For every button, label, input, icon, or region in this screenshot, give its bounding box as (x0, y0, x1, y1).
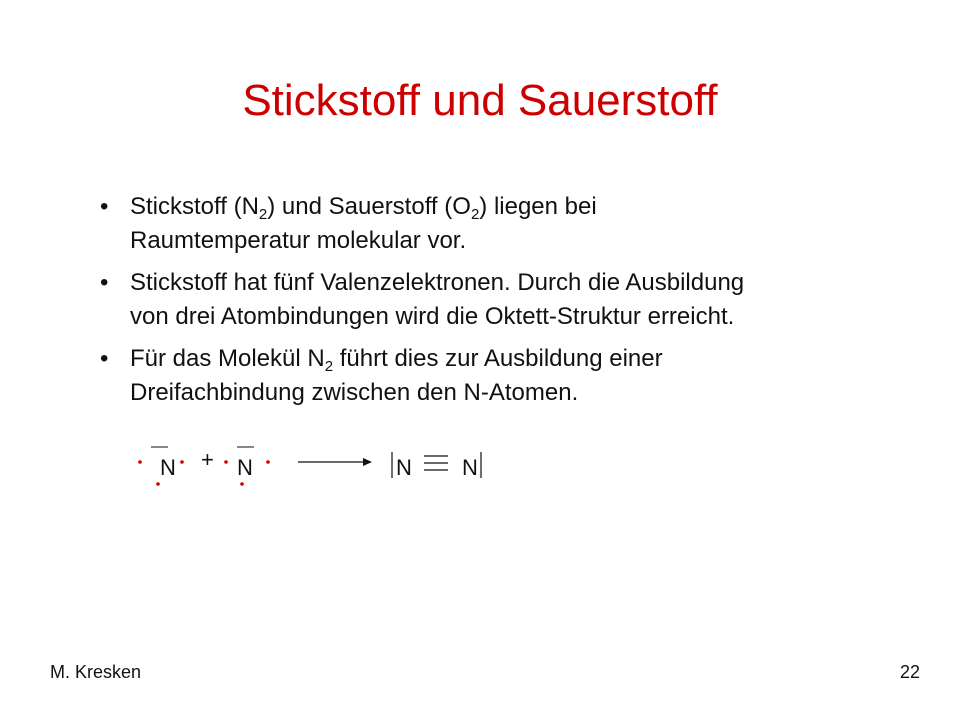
bullet-item (100, 190, 900, 258)
atom-symbol: N (160, 455, 176, 480)
text-segment: ) und Sauerstoff (O (267, 193, 471, 220)
electron-dot (224, 460, 228, 464)
bullet-line: von drei Atombindungen wird die Oktett-Struktur erreicht. (130, 303, 735, 330)
bullet-item (100, 342, 900, 410)
electron-dot (156, 482, 160, 486)
electron-dot (266, 460, 270, 464)
page-number: 22 (899, 662, 920, 682)
subscript: 2 (324, 358, 334, 375)
bullet-line: Dreifachbindung zwischen den N-Atomen. (130, 379, 579, 406)
slide-title: Stickstoff und Sauerstoff (242, 76, 718, 125)
bullet-line (130, 190, 900, 224)
bullet-list (100, 190, 900, 418)
bullet-item (100, 266, 900, 334)
nitrogen-atom-right (224, 447, 270, 486)
atom-symbol: N (237, 455, 253, 480)
electron-dot (138, 460, 142, 464)
text-segment: Für das Molekül N (130, 345, 325, 372)
text-segment: führt dies zur Ausbildung einer (333, 345, 663, 372)
bullet-line (130, 342, 900, 376)
atom-symbol: N (396, 455, 412, 480)
bullet-icon: • (100, 269, 109, 296)
subscript: 2 (470, 206, 480, 223)
electron-dot (180, 460, 184, 464)
bullet-line: Raumtemperatur molekular vor. (130, 227, 467, 254)
footer-author: M. Kresken (50, 662, 142, 682)
subscript: 2 (258, 206, 268, 223)
bullet-icon: • (100, 193, 109, 220)
reaction-arrow (298, 458, 372, 466)
lewis-equation (120, 432, 520, 502)
nitrogen-atom-left (138, 447, 184, 486)
text-segment: Stickstoff (N (130, 193, 259, 220)
plus-sign: + (201, 447, 214, 472)
atom-symbol: N (462, 455, 478, 480)
bullet-icon: • (100, 345, 109, 372)
bullet-line: Stickstoff hat fünf Valenzelektronen. Durch die Ausbildung (130, 269, 745, 296)
nitrogen-molecule (392, 452, 481, 480)
text-segment: ) liegen bei (479, 193, 597, 220)
electron-dot (240, 482, 244, 486)
triple-bond (424, 456, 448, 470)
